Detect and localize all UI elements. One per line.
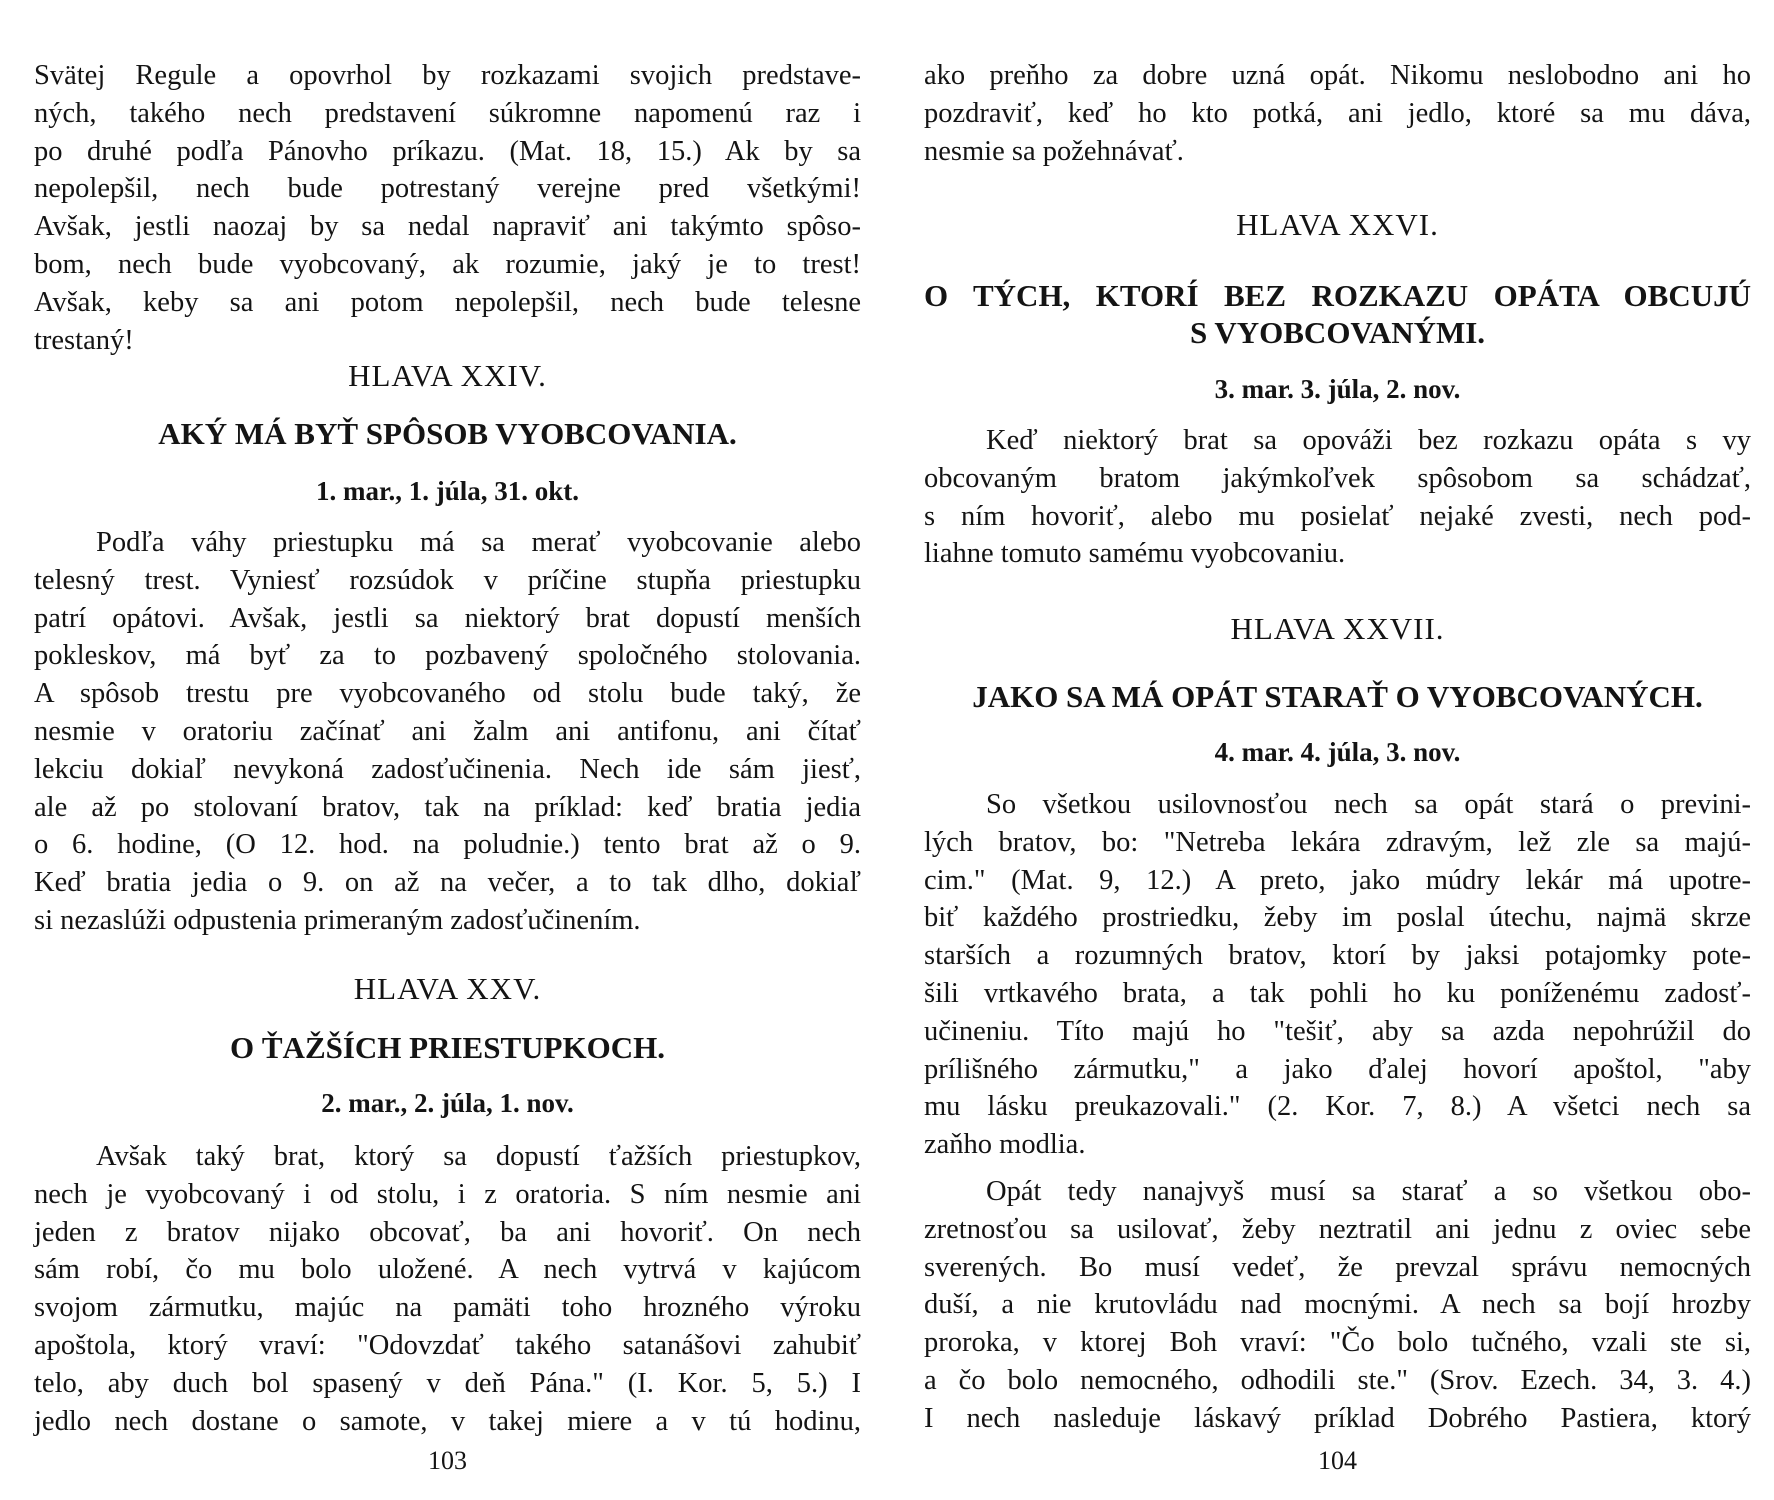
text-line: lých bratov, bo: "Netreba lekára zdravým, lež zle sa majú- xyxy=(924,826,1751,858)
text-line: jeden z bratov nijako obcovať, ba ani hovoriť. On nech xyxy=(34,1216,861,1248)
text-line: svojom zármutku, majúc na pamäti toho hrozného výroku xyxy=(34,1292,861,1324)
text-line: duší, a nie krutovládu nad mocnými. A nech sa bojí hrozby xyxy=(924,1289,1751,1321)
text-line: Avšak, keby sa ani potom nepolepšil, nech bude telesne xyxy=(34,286,861,318)
text-line: biť každého prostriedku, žeby im poslal útechu, najmä skrze xyxy=(924,902,1751,934)
paragraph xyxy=(924,422,1751,573)
text-line: Podľa váhy priestupku má sa merať vyobcovanie alebo xyxy=(96,527,861,558)
chapter-number: HLAVA XXVI. xyxy=(1236,207,1439,242)
text-line: I nech nasleduje láskavý príklad Dobrého Pastiera, ktorý xyxy=(924,1402,1751,1434)
text-line: A spôsob trestu pre vyobcovaného od stolu bude taký, že xyxy=(34,678,861,710)
text-line: cim." (Mat. 9, 12.) A preto, jako múdry lekár má upotre- xyxy=(924,864,1751,896)
chapter-title xyxy=(34,1029,861,1066)
title-line: S VYOBCOVANÝMI. xyxy=(1189,315,1486,350)
text-line: Keď niektorý brat sa opováži bez rozkazu opáta s vy xyxy=(986,425,1751,456)
text-line: telesný trest. Vyniesť rozsúdok v príčine stupňa priestupku xyxy=(34,564,861,596)
text-line: učineniu. Títo majú ho "tešiť, aby sa azda nepohrúžil do xyxy=(924,1015,1751,1047)
text-line: ných, takého nech predstavení súkromne napomenú raz i xyxy=(34,97,861,129)
chapter-dates: 4. mar. 4. júla, 3. nov. xyxy=(1214,737,1461,767)
text-line: o 6. hodine, (O 12. hod. na poludnie.) tento brat až o 9. xyxy=(34,829,861,861)
text-line: bom, nech bude vyobcovaný, ak rozumie, jaký je to trest! xyxy=(34,248,861,280)
text-line: proroka, v ktorej Boh vraví: "Čo bolo tučného, vzali ste si, xyxy=(924,1327,1751,1359)
chapter-title xyxy=(924,678,1751,715)
text-line: si nezaslúži odpustenia primeraným zadosťučinením. xyxy=(34,904,641,936)
text-line: telo, aby duch bol spasený v deň Pána." (I. Kor. 5, 5.) I xyxy=(34,1367,861,1399)
paragraph xyxy=(924,786,1751,1164)
text-line: So všetkou usilovnosťou nech sa opát stará o previni- xyxy=(986,789,1751,820)
title-line: O ŤAŽŠÍCH PRIESTUPKOCH. xyxy=(230,1030,665,1065)
chapter-number: HLAVA XXVII. xyxy=(1230,611,1445,646)
text-line: mu lásku preukazovali." (2. Kor. 7, 8.) A všetci nech sa xyxy=(924,1091,1751,1123)
text-line: Avšak taký brat, ktorý sa dopustí ťažších priestupkov, xyxy=(96,1141,861,1172)
title-line: O TÝCH, KTORÍ BEZ ROZKAZU OPÁTA OBCUJÚ xyxy=(924,278,1751,313)
text-line: s ním hovoriť, alebo mu posielať nejaké zvesti, nech pod- xyxy=(924,500,1751,532)
paragraph xyxy=(34,57,861,359)
chapter-dates: 2. mar., 2. júla, 1. nov. xyxy=(321,1088,574,1118)
text-line: sverených. Bo musí vedeť, že prevzal správu nemocných xyxy=(924,1251,1751,1283)
text-line: Opát tedy nanajvyš musí sa starať a so všetkou obo- xyxy=(986,1176,1751,1207)
paragraph xyxy=(924,57,1751,170)
text-line: trestaný! xyxy=(34,324,134,356)
chapter-title xyxy=(34,415,861,452)
text-line: nesmie v oratoriu začínať ani žalm ani antifonu, ani čítať xyxy=(34,715,861,747)
paragraph xyxy=(34,1138,861,1440)
text-line: Keď bratia jedia o 9. on až na večer, a to tak dlho, dokiaľ xyxy=(34,867,861,899)
text-line: zaňho modlia. xyxy=(924,1129,1086,1161)
text-line: a čo bolo nemocného, odhodili ste." (Srov. Ezech. 34, 3. 4.) xyxy=(924,1364,1751,1396)
text-line: pokleskov, má byť za to pozbavený spoločného stolovania. xyxy=(34,640,861,672)
text-line: nech je vyobcovaný i od stolu, i z oratoria. S ním nesmie ani xyxy=(34,1178,861,1210)
text-line: jedlo nech dostane o samote, v takej miere a v tú hodinu, xyxy=(34,1405,861,1437)
chapter-dates: 3. mar. 3. júla, 2. nov. xyxy=(1214,374,1461,404)
paragraph xyxy=(34,524,861,940)
text-line: po druhé podľa Pánovho príkazu. (Mat. 18, 15.) Ak by sa xyxy=(34,135,861,167)
page-number: 103 xyxy=(428,1446,467,1475)
paragraph xyxy=(924,1173,1751,1438)
chapter-title xyxy=(924,277,1751,351)
text-line: ako preňho za dobre uzná opát. Nikomu neslobodno ani ho xyxy=(924,60,1751,91)
chapter-dates: 1. mar., 1. júla, 31. okt. xyxy=(315,476,579,506)
text-line: Avšak, jestli naozaj by sa nedal napraviť ani takýmto spôso- xyxy=(34,211,861,243)
text-line: apoštola, ktorý vraví: "Odovzdať takého satanášovi zahubiť xyxy=(34,1329,861,1361)
text-line: sám robí, čo mu bolo uložené. A nech vytrvá v kajúcom xyxy=(34,1254,861,1286)
text-line: nepolepšil, nech bude potrestaný verejne pred všetkými! xyxy=(34,173,861,205)
text-line: liahne tomuto samému vyobcovaniu. xyxy=(924,538,1346,570)
chapter-number: HLAVA XXIV. xyxy=(348,358,547,393)
text-line: prílišného zármutku," a jako ďalej hovorí apoštol, "aby xyxy=(924,1053,1751,1085)
chapter-number: HLAVA XXV. xyxy=(353,971,542,1006)
text-line: zretnosťou sa usilovať, žeby neztratil ani jednu z oviec sebe xyxy=(924,1213,1751,1245)
text-line: obcovaným bratom jakýmkoľvek spôsobom sa schádzať, xyxy=(924,462,1751,494)
text-line: starších a rozumných bratov, ktorí by jaksi potajomky pote- xyxy=(924,940,1751,972)
title-line: JAKO SA MÁ OPÁT STARAŤ O VYOBCOVANÝCH. xyxy=(972,679,1703,714)
text-line: nesmie sa požehnávať. xyxy=(924,135,1184,167)
text-line: pozdraviť, keď ho kto potká, ani jedlo, ktoré sa mu dáva, xyxy=(924,97,1751,129)
text-line: šili vrtkavého brata, a tak pohli ho ku poníženému zadosť- xyxy=(924,977,1751,1009)
text-line: ale až po stolovaní bratov, tak na príklad: keď bratia jedia xyxy=(34,791,861,823)
text-line: lekciu dokiaľ nevykoná zadosťučinenia. Nech ide sám jiesť, xyxy=(34,753,861,785)
page-number: 104 xyxy=(1318,1446,1357,1475)
title-line: AKÝ MÁ BYŤ SPÔSOB VYOBCOVANIA. xyxy=(158,416,737,451)
text-line: Svätej Regule a opovrhol by rozkazami svojich predstave- xyxy=(34,60,861,91)
text-line: patrí opátovi. Avšak, jestli sa niektorý brat dopustí menších xyxy=(34,602,861,634)
